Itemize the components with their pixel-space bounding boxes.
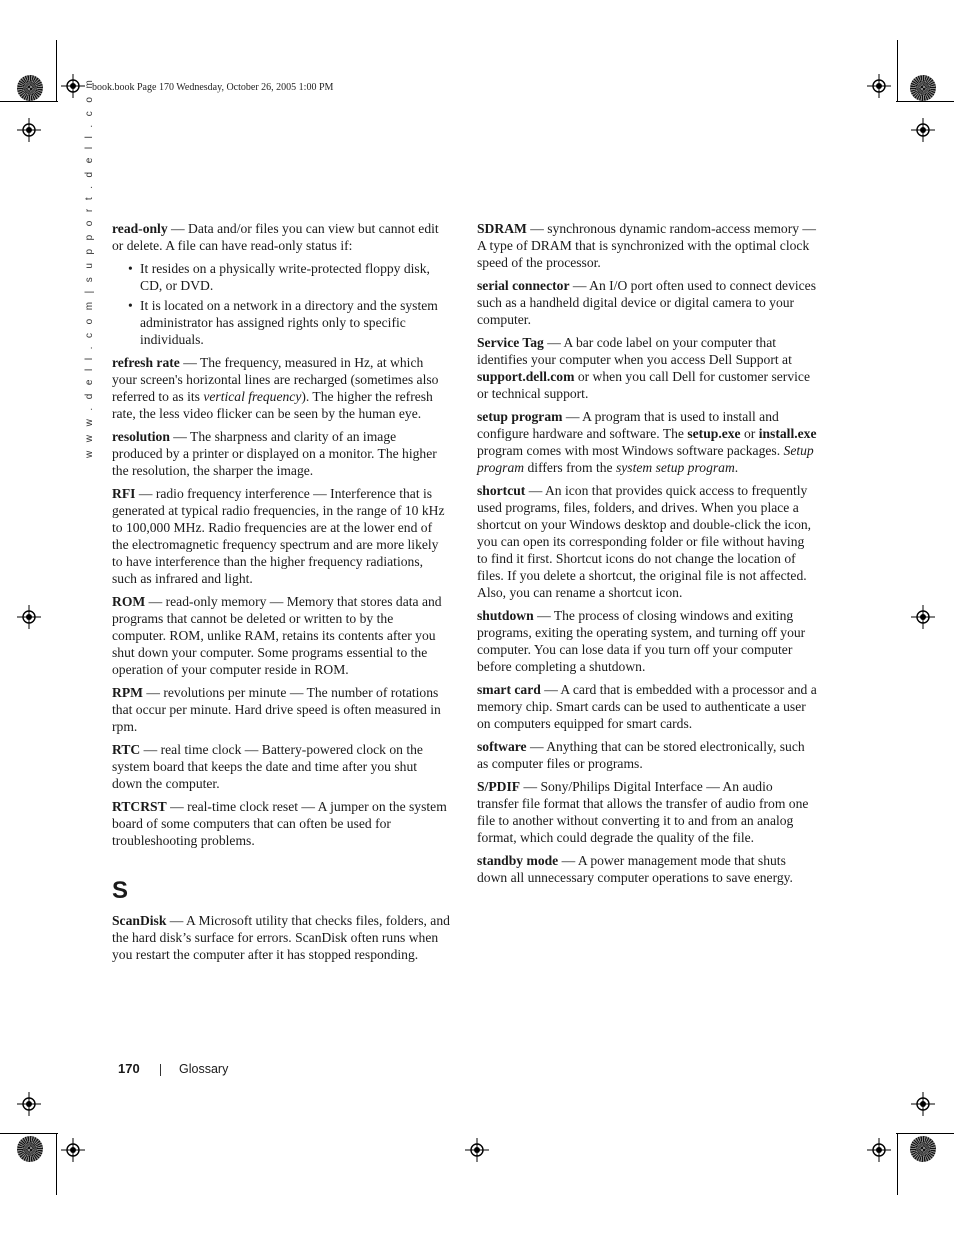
bullet-text: It is located on a network in a directory and the system administrator has assigned rights only to specific individuals. <box>140 298 438 347</box>
crop-mark <box>897 40 898 102</box>
glossary-bold-text: install.exe <box>758 426 817 441</box>
glossary-term: refresh rate <box>112 355 180 370</box>
glossary-entry-shortcut <box>477 482 817 601</box>
crop-mark <box>896 1133 954 1134</box>
crop-mark <box>0 1133 58 1134</box>
glossary-bold-text: setup.exe <box>687 426 741 441</box>
glossary-term: ROM <box>112 594 146 609</box>
glossary-definition: differs from the <box>524 460 616 475</box>
glossary-definition: — The sharpness and clarity of an image produced by a printer or displayed on a monitor. The higher the resolution, the sharper the image. <box>112 429 437 478</box>
glossary-term: read-only <box>112 221 168 236</box>
glossary-bold-text: support.dell.com <box>477 369 575 384</box>
glossary-term: S/PDIF <box>477 779 521 794</box>
registration-mark-icon <box>867 1138 891 1162</box>
glossary-term: RPM <box>112 685 143 700</box>
glossary-definition: — Sony/Philips Digital Interface — An audio transfer file format that allows the transfer of audio from one file to another without converting it to and from an analog format, which could degrade the quality of the file. <box>477 779 809 845</box>
page-number: 170 <box>118 1061 140 1076</box>
glossary-entry-rtc <box>112 741 450 792</box>
glossary-emphasis: Setup program <box>477 443 814 475</box>
glossary-definition: — synchronous dynamic random-access memory — A type of DRAM that is synchronized with the optimal clock speed of the processor. <box>477 221 817 270</box>
glossary-term: smart card <box>477 682 541 697</box>
glossary-entry-rom <box>112 593 450 678</box>
glossary-term: serial connector <box>477 278 570 293</box>
glossary-entry-rpm <box>112 684 450 735</box>
registration-mark-icon <box>17 118 41 142</box>
glossary-term: standby mode <box>477 853 559 868</box>
registration-mark-icon <box>17 1092 41 1116</box>
glossary-term: Service Tag <box>477 335 544 350</box>
color-registration-icon <box>910 1136 936 1162</box>
glossary-term: RFI <box>112 486 136 501</box>
color-registration-icon <box>910 75 936 101</box>
registration-mark-icon <box>17 605 41 629</box>
glossary-entry-spdif <box>477 778 817 846</box>
glossary-entry-rtcrst <box>112 798 450 849</box>
glossary-term: setup program <box>477 409 563 424</box>
registration-mark-icon <box>61 74 85 98</box>
glossary-term: RTCRST <box>112 799 167 814</box>
glossary-definition: — Data and/or files you can view but cannot edit or delete. A file can have read-only status if: <box>112 221 439 253</box>
bullet-text: It resides on a physically write-protected floppy disk, CD, or DVD. <box>140 261 430 293</box>
glossary-entry-service-tag <box>477 334 817 402</box>
registration-mark-icon <box>911 605 935 629</box>
glossary-definition: program comes with most Windows software packages. <box>477 443 784 458</box>
glossary-entry-read-only <box>112 220 450 254</box>
glossary-term: RTC <box>112 742 141 757</box>
glossary-entry-rfi <box>112 485 450 587</box>
crop-mark <box>896 101 954 102</box>
glossary-term: software <box>477 739 527 754</box>
bullet-icon: • <box>128 261 133 276</box>
glossary-definition: — A card that is embedded with a processor and a memory chip. Smart cards can be used to authenticate a user on computers equipped for smart cards. <box>477 682 817 731</box>
bullet-icon: • <box>128 298 133 313</box>
registration-mark-icon <box>867 74 891 98</box>
section-letter-heading: S <box>112 877 129 904</box>
glossary-term: shutdown <box>477 608 534 623</box>
glossary-definition: or when you call Dell for customer service or technical support. <box>477 369 810 401</box>
footer-section-title: Glossary <box>179 1062 229 1076</box>
glossary-definition: — A bar code label on your computer that identifies your computer when you access Dell Support at <box>477 335 792 367</box>
glossary-definition: ). The higher the refresh rate, the less video flicker can be seen by the human eye. <box>112 389 433 421</box>
bullet-item <box>112 260 450 294</box>
glossary-definition: — A program that is used to install and configure hardware and software. The <box>477 409 779 441</box>
glossary-entry-scandisk <box>112 912 450 963</box>
glossary-definition: — The process of closing windows and exiting programs, exiting the operating system, and turning off your computer. You can lose data if you turn off your computer before completing a shutdown. <box>477 608 806 674</box>
glossary-term: resolution <box>112 429 170 444</box>
glossary-term: ScanDisk <box>112 913 167 928</box>
crop-mark <box>56 40 57 102</box>
glossary-definition: — radio frequency interference — Interference that is generated at typical radio frequencies, in the range of 10 kHz to 100,000 MHz. Radio frequencies are at the lower end of the electromagnetic frequency spectrum and are more likely to have interference than the higher frequency radiations, such as infrared and light. <box>112 486 445 586</box>
footer-divider <box>160 1064 161 1076</box>
glossary-definition: — revolutions per minute — The number of rotations that occur per minute. Hard drive speed is often measured in rpm. <box>112 685 441 734</box>
bullet-item <box>112 297 450 348</box>
glossary-entry-refresh-rate <box>112 354 450 422</box>
glossary-term: SDRAM <box>477 221 527 236</box>
glossary-emphasis: vertical frequency <box>203 389 302 404</box>
glossary-definition: — real time clock — Battery-powered clock on the system board that keeps the date and time after you shut down the computer. <box>112 742 423 791</box>
registration-mark-icon <box>911 1092 935 1116</box>
crop-mark <box>56 1133 57 1195</box>
glossary-definition: or <box>740 426 759 441</box>
glossary-definition: — Anything that can be stored electronically, such as computer files or programs. <box>477 739 805 771</box>
glossary-entry-sdram <box>477 220 817 271</box>
glossary-entry-serial-connector <box>477 277 817 328</box>
glossary-definition: — A power management mode that shuts down all unnecessary computer operations to save energy. <box>477 853 793 885</box>
print-header: book.book Page 170 Wednesday, October 26, 2005 1:00 PM <box>92 82 334 93</box>
glossary-emphasis: system setup program <box>615 460 735 475</box>
glossary-definition: . <box>734 460 739 475</box>
left-column <box>112 220 450 969</box>
glossary-definition: — An icon that provides quick access to frequently used programs, files, folders, and drives. When you place a shortcut on your Windows desktop and double-click the icon, you can open its corresponding folder or file without having to find it first. Shortcut icons do not change the location of files. If you delete a shortcut, the original file is not affected. Also, you can rename a shortcut icon. <box>477 483 812 600</box>
registration-mark-icon <box>61 1138 85 1162</box>
registration-mark-icon <box>911 118 935 142</box>
glossary-definition: — A Microsoft utility that checks files, folders, and the hard disk’s surface for errors. ScanDisk often runs when you restart the computer after it has stopped responding. <box>112 913 450 962</box>
glossary-entry-smart-card <box>477 681 817 732</box>
glossary-entry-standby-mode <box>477 852 817 886</box>
color-registration-icon <box>17 1136 43 1162</box>
glossary-entry-resolution <box>112 428 450 479</box>
glossary-definition: — The frequency, measured in Hz, at which your screen's horizontal lines are recharged (sometimes also referred to as its <box>112 355 439 404</box>
color-registration-icon <box>17 75 43 101</box>
glossary-definition: — An I/O port often used to connect devices such as a handheld digital device or digital camera to your computer. <box>477 278 816 327</box>
sidebar-url: w w w . d e l l . c o m | s u p p o r t . d e l l . c o m <box>84 77 95 458</box>
crop-mark <box>0 101 58 102</box>
glossary-definition: — read-only memory — Memory that stores data and programs that cannot be deleted or written to by the computer. ROM, unlike RAM, retains its contents after you shut down your computer. Some programs essential to the operation of your computer reside in ROM. <box>112 594 442 677</box>
registration-mark-icon <box>465 1138 489 1162</box>
crop-mark <box>897 1133 898 1195</box>
glossary-term: shortcut <box>477 483 526 498</box>
glossary-entry-setup-program <box>477 408 817 476</box>
glossary-definition: — real-time clock reset — A jumper on the system board of some computers that can often be used for troubleshooting problems. <box>112 799 447 848</box>
right-column <box>477 220 817 892</box>
glossary-entry-shutdown <box>477 607 817 675</box>
glossary-entry-software <box>477 738 817 772</box>
